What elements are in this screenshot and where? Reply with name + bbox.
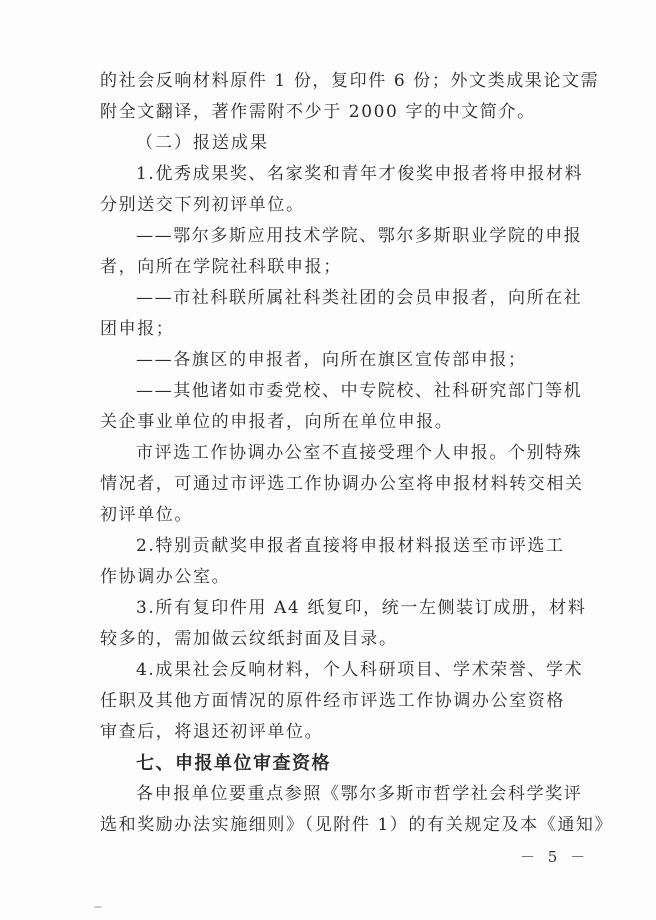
paragraph-line: 选和奖励办法实施细则》（见附件 1）的有关规定及本《通知》 bbox=[100, 815, 614, 835]
paragraph-line: ——市社科联所属社科类社团的会员申报者，向所在社 bbox=[136, 288, 583, 308]
scan-artifact bbox=[94, 906, 102, 908]
paragraph-line: ——各旗区的申报者，向所在旗区宣传部申报； bbox=[136, 350, 527, 370]
paragraph-line: 作协调办公室。 bbox=[100, 567, 231, 587]
paragraph-line: 3.所有复印件用 A4 纸复印，统一左侧装订成册，材料 bbox=[136, 598, 587, 618]
paragraph-line: 的社会反响材料原件 1 份，复印件 6 份；外文类成果论文需 bbox=[100, 71, 600, 91]
paragraph-line: 关企事业单位的申报者，向所在单位申报。 bbox=[100, 412, 454, 432]
paragraph-line: ——其他诸如市委党校、中专院校、社科研究部门等机 bbox=[136, 381, 583, 401]
paragraph-line: 较多的，需加做云纹纸封面及目录。 bbox=[100, 629, 398, 649]
paragraph-line: 初评单位。 bbox=[100, 505, 193, 525]
paragraph-line: ——鄂尔多斯应用技术学院、鄂尔多斯职业学院的申报 bbox=[136, 226, 583, 246]
paragraph-line: 分别送交下列初评单位。 bbox=[100, 195, 305, 215]
paragraph-line: 2.特别贡献奖申报者直接将申报材料报送至市评选工 bbox=[136, 536, 565, 556]
paragraph-line: 附全文翻译，著作需附不少于 2000 字的中文简介。 bbox=[100, 102, 536, 122]
paragraph-line: 审查后，将退还初评单位。 bbox=[100, 722, 324, 742]
paragraph-line: 者，向所在学院社科联申报； bbox=[100, 257, 342, 277]
paragraph-line: 1.优秀成果奖、名家奖和青年才俊奖申报者将申报材料 bbox=[136, 164, 584, 184]
section-heading: 七、申报单位审查资格 bbox=[136, 753, 331, 774]
paragraph-line: 情况者，可通过市评选工作协调办公室将申报材料转交相关 bbox=[100, 474, 584, 494]
page-number: － 5 － bbox=[520, 848, 590, 866]
section-subheading: （二）报送成果 bbox=[136, 133, 269, 153]
paragraph-line: 团申报； bbox=[100, 319, 175, 339]
paragraph-line: 任职及其他方面情况的原件经市评选工作协调办公室资格 bbox=[100, 691, 565, 711]
paragraph-line: 市评选工作协调办公室不直接受理个人申报。个别特殊 bbox=[136, 443, 583, 463]
paragraph-line: 各申报单位要重点参照《鄂尔多斯市哲学社会科学奖评 bbox=[136, 784, 583, 804]
document-body bbox=[100, 66, 614, 841]
paragraph-line: 4.成果社会反响材料，个人科研项目、学术荣誉、学术 bbox=[136, 660, 584, 680]
